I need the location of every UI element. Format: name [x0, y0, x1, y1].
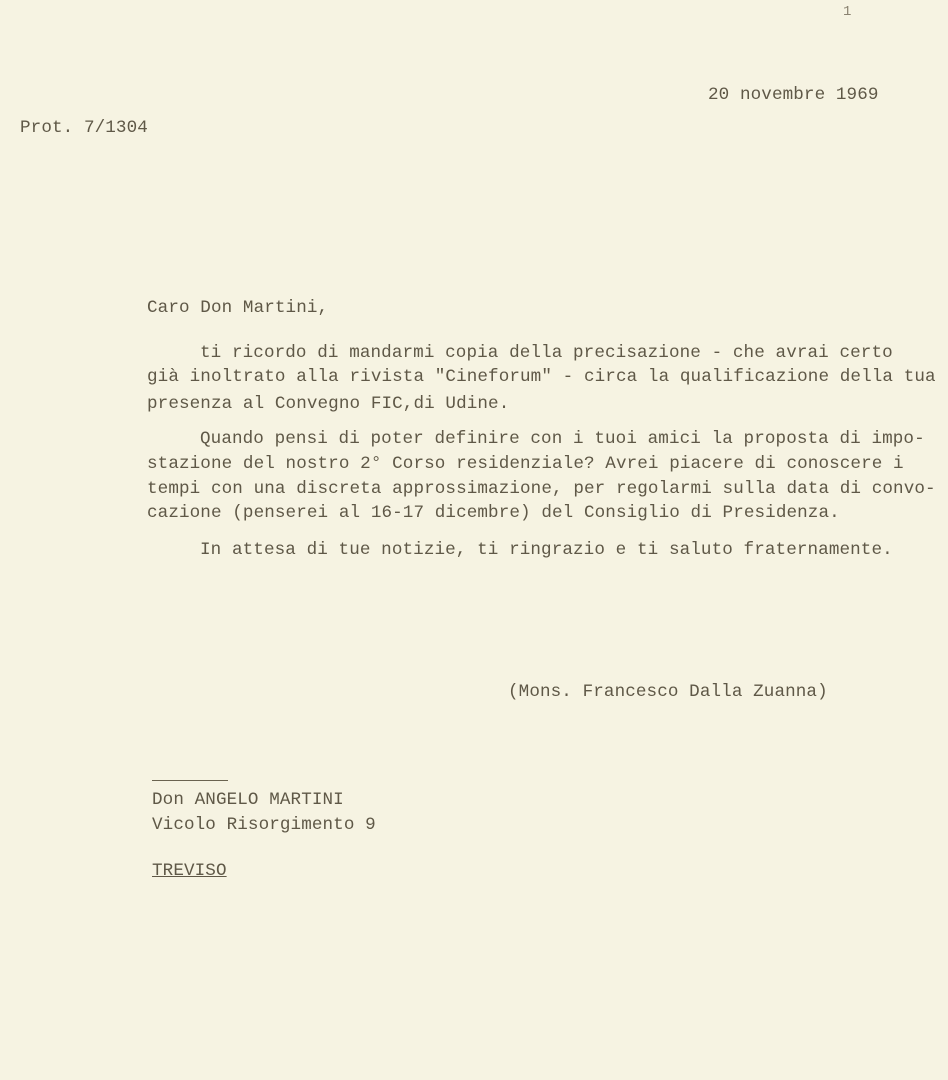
salutation: Caro Don Martini,: [147, 298, 329, 318]
signature: (Mons. Francesco Dalla Zuanna): [508, 682, 828, 702]
recipient-street: Vicolo Risorgimento 9: [152, 815, 376, 835]
closing-paragraph: In attesa di tue notizie, ti ringrazio e ti saluto fraternamente.: [200, 540, 893, 560]
recipient-name: Don ANGELO MARTINI: [152, 790, 344, 810]
paragraph-1-line-2: già inoltrato alla rivista "Cineforum" - circa la qualificazione della tua: [147, 367, 936, 387]
paragraph-2-line-1: Quando pensi di poter definire con i tuoi amici la proposta di impo-: [200, 429, 925, 449]
divider-rule: [152, 780, 228, 781]
paragraph-1-line-1: ti ricordo di mandarmi copia della precisazione - che avrai certo: [200, 343, 893, 363]
page-number: 1: [843, 4, 852, 20]
recipient-city: TREVISO: [152, 861, 227, 881]
protocol-number: Prot. 7/1304: [20, 118, 148, 138]
paragraph-1-line-3: presenza al Convegno FIC,di Udine.: [147, 394, 510, 414]
paragraph-2-line-3: tempi con una discreta approssimazione, per regolarmi sulla data di convo-: [147, 479, 936, 499]
letter-date: 20 novembre 1969: [708, 85, 879, 105]
paragraph-2-line-2: stazione del nostro 2° Corso residenziale? Avrei piacere di conoscere i: [147, 454, 904, 474]
paragraph-2-line-4: cazione (penserei al 16-17 dicembre) del Consiglio di Presidenza.: [147, 503, 840, 523]
